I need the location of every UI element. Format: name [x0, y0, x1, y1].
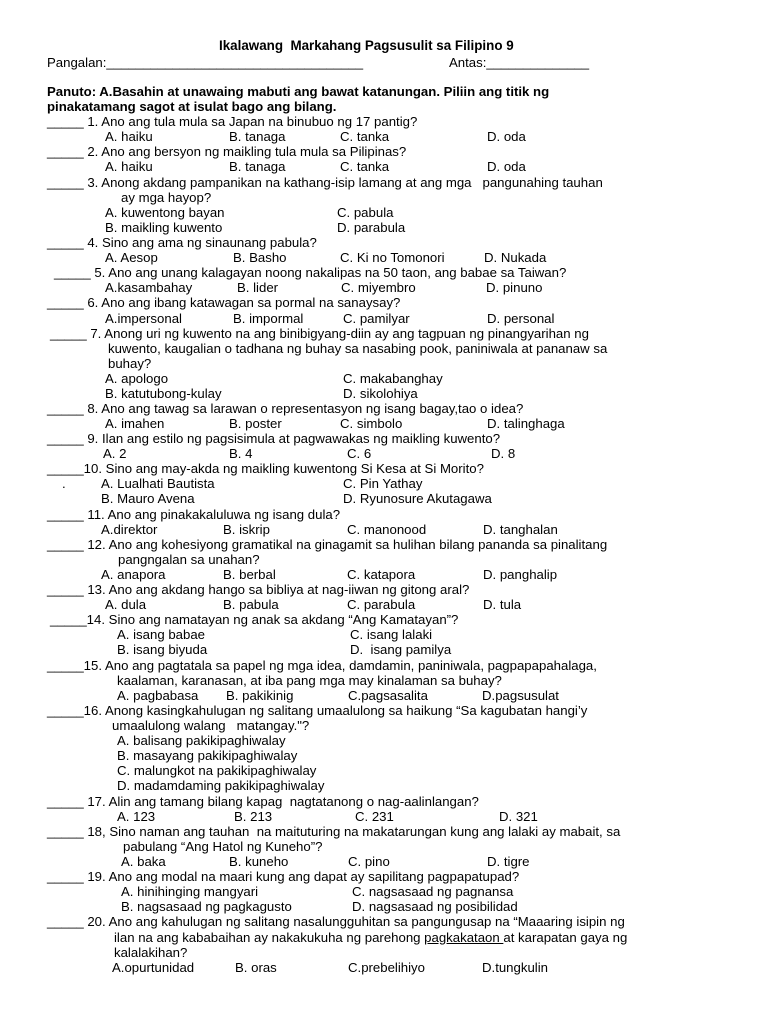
q19-option-d: D. nagsasaad ng posibilidad [352, 899, 518, 914]
q12-option-c: C. katapora [347, 567, 416, 582]
q1-option-c: C. tanka [340, 129, 390, 144]
question-20-line-1: _____ 20. Ano ang kahulugan ng salitang nasalungguhitan sa pangungusap na “Maaaring isipin ng [47, 914, 625, 929]
q15-option-d: D.pagsusulat [482, 688, 559, 703]
question-16-line-2: umaalulong walang matangay."? [112, 718, 310, 733]
q19-option-c: C. nagsasaad ng pagnansa [352, 884, 514, 899]
q2-option-c: C. tanka [340, 159, 390, 174]
question-17: _____ 17. Alin ang tamang bilang kapag nagtatanong o nag-aalinlangan? [47, 794, 479, 809]
q17-option-d: D. 321 [499, 809, 538, 824]
question-15-line-1: _____15. Ano ang pagtatala sa papel ng mga idea, damdamin, paniniwala, pagpapapahalaga, [47, 658, 597, 673]
q13-option-b: B. pabula [223, 597, 279, 612]
q3-option-c: C. pabula [337, 205, 394, 220]
q2-option-d: D. oda [487, 159, 526, 174]
q10-option-d: D. Ryunosure Akutagawa [343, 491, 492, 506]
question-4: _____ 4. Sino ang ama ng sinaunang pabula? [47, 235, 317, 250]
q8-option-d: D. talinghaga [487, 416, 565, 431]
q18-option-d: D. tigre [487, 854, 530, 869]
q5-option-b: B. lider [237, 280, 279, 295]
q4-option-a: A. Aesop [105, 250, 158, 265]
stray-dot: . [62, 476, 66, 491]
question-8: _____ 8. Ano ang tawag sa larawan o representasyon ng isang bagay,tao o idea? [47, 401, 524, 416]
question-14: _____14. Sino ang namatayan ng anak sa akdang “Ang Kamatayan”? [50, 612, 459, 627]
q20-line-2-after: at karapatan gaya ng [503, 930, 628, 945]
q13-option-d: D. tula [483, 597, 522, 612]
q8-option-c: C. simbolo [340, 416, 403, 431]
q4-option-b: B. Basho [233, 250, 287, 265]
q1-option-a: A. haiku [105, 129, 153, 144]
q6-option-b: B. impormal [233, 311, 304, 326]
q16-option-c: C. malungkot na pakikipaghiwalay [117, 763, 317, 778]
q11-option-b: B. iskrip [223, 522, 270, 537]
q15-option-c: C.pagsasalita [348, 688, 428, 703]
q19-option-b: B. nagsasaad ng pagkagusto [121, 899, 292, 914]
q18-option-c: C. pino [348, 854, 390, 869]
instructions-line-1: Panuto: A.Basahin at unawaing mabuti ang bawat katanungan. Piliin ang titik ng [47, 84, 550, 99]
q2-option-a: A. haiku [105, 159, 153, 174]
question-18-line-1: _____ 18, Sino naman ang tauhan na maituturing na makatarungan kung ang lalaki ay mabait, sa [47, 824, 621, 839]
q9-option-c: C. 6 [347, 446, 372, 461]
q20-option-a: A.opurtunidad [112, 960, 195, 975]
q8-option-a: A. imahen [105, 416, 165, 431]
q14-option-b: B. isang biyuda [117, 642, 208, 657]
q5-option-a: A.kasambahay [105, 280, 193, 295]
q9-option-a: A. 2 [103, 446, 127, 461]
question-7-line-3: buhay? [108, 356, 152, 371]
q16-option-d: D. madamdaming pakikipaghiwalay [117, 778, 325, 793]
question-13: _____ 13. Ano ang akdang hango sa bibliya at nag-iiwan ng gitong aral? [47, 582, 470, 597]
q18-option-b: B. kuneho [229, 854, 289, 869]
q1-option-d: D. oda [487, 129, 526, 144]
q10-option-a: A. Lualhati Bautista [101, 476, 215, 491]
q20-option-b: B. oras [235, 960, 277, 975]
exam-title: Ikalawang Markahang Pagsusulit sa Filipino 9 [219, 38, 514, 53]
name-field-label: Pangalan:___________________________________ [47, 55, 364, 70]
q14-option-d: D. isang pamilya [350, 642, 452, 657]
q18-option-a: A. baka [121, 854, 166, 869]
q17-option-a: A. 123 [117, 809, 156, 824]
q11-option-c: C. manonood [347, 522, 427, 537]
level-field-label: Antas:______________ [449, 55, 590, 70]
question-5: _____ 5. Ano ang unang kalagayan noong nakalipas na 50 taon, ang babae sa Taiwan? [54, 265, 567, 280]
q20-line-2-before: ilan na ang kababaihan ay nakakukuha ng parehong [114, 930, 425, 945]
question-11: _____ 11. Ano ang pinakakaluluwa ng isang dula? [47, 507, 341, 522]
question-15-line-2: kaalaman, karanasan, at iba pang mga may kinalaman sa buhay? [117, 673, 502, 688]
q10-option-c: C. Pin Yathay [343, 476, 423, 491]
q7-option-d: D. sikolohiya [343, 386, 418, 401]
q9-option-b: B. 4 [229, 446, 253, 461]
q16-option-b: B. masayang pakikipaghiwalay [117, 748, 298, 763]
q7-option-b: B. katutubong-kulay [105, 386, 222, 401]
q7-option-c: C. makabanghay [343, 371, 443, 386]
question-16-line-1: _____16. Anong kasingkahulugan ng salitang umaalulong sa haikung “Sa kagubatan hangi’y [47, 703, 588, 718]
q1-option-b: B. tanaga [229, 129, 286, 144]
q12-option-b: B. berbal [223, 567, 276, 582]
q5-option-d: D. pinuno [486, 280, 543, 295]
q13-option-a: A. dula [105, 597, 147, 612]
question-9: _____ 9. Ilan ang estilo ng pagsisimula at pagwawakas ng maikling kuwento? [47, 431, 501, 446]
question-12-line-2: pangngalan sa unahan? [118, 552, 260, 567]
q4-option-c: C. Ki no Tomonori [340, 250, 445, 265]
question-20-line-3: kalalakihan? [114, 945, 188, 960]
q12-option-a: A. anapora [101, 567, 166, 582]
question-19: _____ 19. Ano ang modal na maari kung ang dapat ay sapilitang pagpapatupad? [47, 869, 520, 884]
q17-option-b: B. 213 [234, 809, 273, 824]
q15-option-b: B. pakikinig [226, 688, 294, 703]
question-1: _____ 1. Ano ang tula mula sa Japan na binubuo ng 17 pantig? [47, 114, 418, 129]
q15-option-a: A. pagbabasa [117, 688, 199, 703]
underlined-word: pagkakataon [424, 930, 504, 945]
q6-option-d: D. personal [487, 311, 555, 326]
q3-option-b: B. maikling kuwento [105, 220, 223, 235]
q20-option-d: D.tungkulin [482, 960, 548, 975]
q20-option-c: C.prebelihiyo [348, 960, 425, 975]
question-6: _____ 6. Ano ang ibang katawagan sa pormal na sanaysay? [47, 295, 401, 310]
q9-option-d: D. 8 [491, 446, 516, 461]
q6-option-c: C. pamilyar [343, 311, 410, 326]
q16-option-a: A. balisang pakikipaghiwalay [117, 733, 286, 748]
question-7-line-2: kuwento, kaugalian o tadhana ng buhay sa nasabing pook, paniniwala at pananaw sa [108, 341, 608, 356]
q12-option-d: D. panghalip [483, 567, 558, 582]
q2-option-b: B. tanaga [229, 159, 286, 174]
q7-option-a: A. apologo [105, 371, 169, 386]
instructions-line-2: pinakatamang sagot at isulat bago ang bilang. [47, 99, 337, 114]
q13-option-c: C. parabula [347, 597, 416, 612]
q3-option-a: A. kuwentong bayan [105, 205, 225, 220]
q3-option-d: D. parabula [337, 220, 406, 235]
q5-option-c: C. miyembro [341, 280, 416, 295]
q6-option-a: A.impersonal [105, 311, 182, 326]
q8-option-b: B. poster [229, 416, 282, 431]
q10-option-b: B. Mauro Avena [101, 491, 195, 506]
q14-option-c: C. isang lalaki [350, 627, 433, 642]
question-20-line-2 [114, 930, 627, 945]
q4-option-d: D. Nukada [484, 250, 547, 265]
q14-option-a: A. isang babae [117, 627, 205, 642]
q17-option-c: C. 231 [355, 809, 394, 824]
q19-option-a: A. hinihinging mangyari [121, 884, 259, 899]
q11-option-d: D. tanghalan [483, 522, 558, 537]
question-10: _____10. Sino ang may-akda ng maikling kuwentong Si Kesa at Si Morito? [47, 461, 484, 476]
question-12-line-1: _____ 12. Ano ang kohesiyong gramatikal na ginagamit sa hulihan bilang pananda sa pinalitang [47, 537, 608, 552]
question-7-line-1: _____ 7. Anong uri ng kuwento na ang binibigyang-diin ay ang tagpuan ng pinangyarihan ng [50, 326, 589, 341]
question-3-line-1: _____ 3. Anong akdang pampanikan na kathang-isip lamang at ang mga pangunahing tauhan [47, 175, 603, 190]
q11-option-a: A.direktor [101, 522, 158, 537]
question-3-line-2: ay mga hayop? [121, 190, 212, 205]
question-2: _____ 2. Ano ang bersyon ng maikling tula mula sa Pilipinas? [47, 144, 407, 159]
question-18-line-2: pabulang “Ang Hatol ng Kuneho”? [123, 839, 323, 854]
